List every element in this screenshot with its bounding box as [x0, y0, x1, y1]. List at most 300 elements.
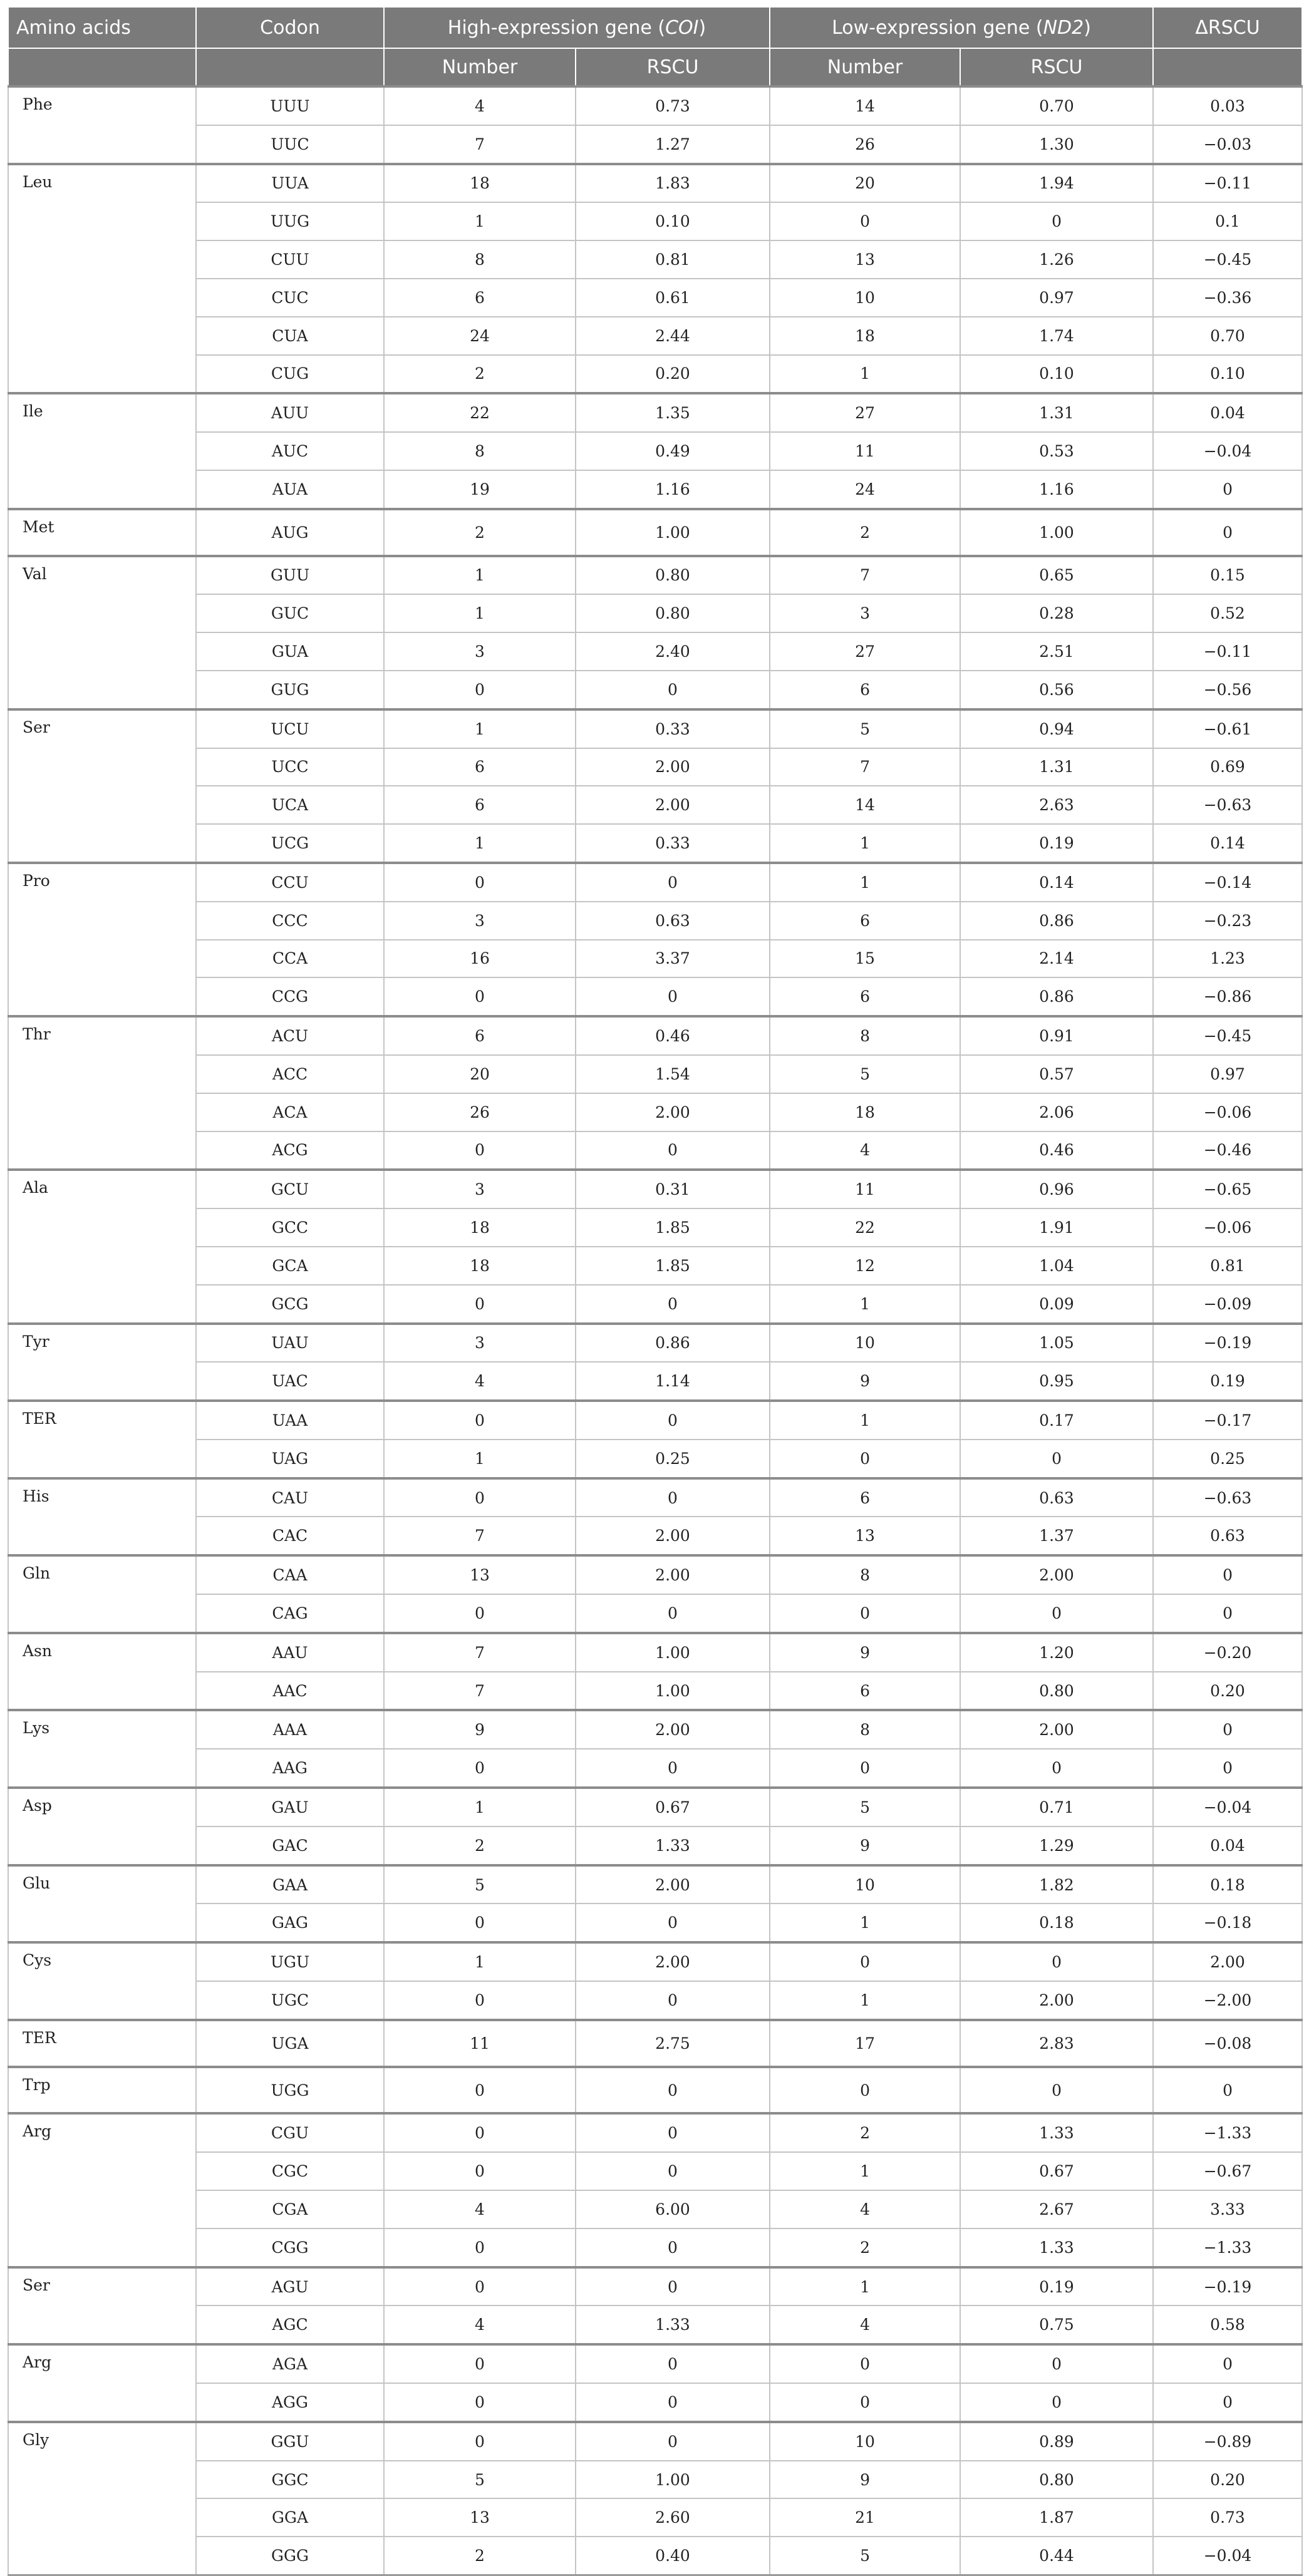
- codon-cell: CGA: [196, 2190, 384, 2228]
- subheader-low-number: Number: [770, 48, 960, 86]
- high-rscu-cell: 0.81: [576, 240, 770, 279]
- high-number-cell: 7: [384, 1517, 576, 1555]
- delta-rscu-cell: 1.23: [1153, 940, 1302, 978]
- high-rscu-cell: 0.80: [576, 556, 770, 595]
- low-rscu-cell: 2.51: [960, 632, 1153, 671]
- high-number-cell: 3: [384, 632, 576, 671]
- header-high-expression: High-expression gene (COI): [384, 7, 770, 48]
- low-rscu-cell: 0.70: [960, 86, 1153, 125]
- high-rscu-cell: 0.49: [576, 432, 770, 470]
- table-row: [8, 1517, 1302, 1555]
- high-number-cell: 20: [384, 1055, 576, 1093]
- high-rscu-cell: 2.44: [576, 317, 770, 355]
- low-rscu-cell: 0.86: [960, 902, 1153, 940]
- high-rscu-cell: 0.33: [576, 709, 770, 748]
- delta-rscu-cell: −0.06: [1153, 1208, 1302, 1247]
- low-rscu-cell: 0.09: [960, 1285, 1153, 1324]
- delta-rscu-cell: −0.19: [1153, 1324, 1302, 1363]
- low-rscu-cell: 1.30: [960, 125, 1153, 164]
- codon-cell: UGC: [196, 1981, 384, 2020]
- low-number-cell: 1: [770, 2152, 960, 2190]
- codon-cell: ACA: [196, 1093, 384, 1131]
- delta-rscu-cell: −0.36: [1153, 279, 1302, 317]
- header-amino-acids: Amino acids: [8, 7, 196, 48]
- table-row: [8, 1131, 1302, 1170]
- codon-cell: GGU: [196, 2422, 384, 2461]
- amino-acid-cell: Ala: [8, 1170, 196, 1323]
- high-number-cell: 24: [384, 317, 576, 355]
- low-rscu-cell: 0.89: [960, 2422, 1153, 2461]
- table-row: [8, 1594, 1302, 1633]
- high-rscu-cell: 0: [576, 671, 770, 709]
- low-rscu-cell: 2.00: [960, 1555, 1153, 1594]
- low-number-cell: 1: [770, 863, 960, 902]
- low-rscu-cell: 2.00: [960, 1981, 1153, 2020]
- delta-rscu-cell: −0.65: [1153, 1170, 1302, 1208]
- codon-cell: GAG: [196, 1904, 384, 1942]
- low-rscu-cell: 1.20: [960, 1633, 1153, 1672]
- low-number-cell: 8: [770, 1016, 960, 1055]
- high-rscu-cell: 1.35: [576, 393, 770, 432]
- low-rscu-cell: 1.31: [960, 748, 1153, 786]
- codon-cell: GCU: [196, 1170, 384, 1208]
- table-header: [8, 7, 1302, 86]
- codon-cell: CCU: [196, 863, 384, 902]
- codon-cell: GGG: [196, 2537, 384, 2575]
- low-rscu-cell: 0: [960, 1440, 1153, 1478]
- high-number-cell: 0: [384, 1401, 576, 1440]
- high-rscu-cell: 0: [576, 1594, 770, 1633]
- table-row: [8, 509, 1302, 556]
- low-rscu-cell: 0.10: [960, 355, 1153, 394]
- codon-cell: AGU: [196, 2267, 384, 2306]
- table-row: [8, 786, 1302, 824]
- low-number-cell: 15: [770, 940, 960, 978]
- high-rscu-cell: 0: [576, 1904, 770, 1942]
- high-rscu-cell: 1.16: [576, 470, 770, 509]
- table-row: [8, 594, 1302, 632]
- low-rscu-cell: 0: [960, 2383, 1153, 2422]
- high-number-cell: 1: [384, 1440, 576, 1478]
- low-number-cell: 2: [770, 509, 960, 556]
- high-rscu-cell: 1.83: [576, 164, 770, 203]
- delta-rscu-cell: 0.97: [1153, 1055, 1302, 1093]
- delta-rscu-cell: −0.67: [1153, 2152, 1302, 2190]
- high-rscu-cell: 2.60: [576, 2498, 770, 2537]
- delta-rscu-cell: 0.52: [1153, 594, 1302, 632]
- header-codon: Codon: [196, 7, 384, 48]
- low-number-cell: 9: [770, 1362, 960, 1401]
- low-number-cell: 5: [770, 709, 960, 748]
- codon-cell: CAU: [196, 1478, 384, 1517]
- low-number-cell: 0: [770, 1440, 960, 1478]
- table-row: [8, 2306, 1302, 2344]
- high-rscu-cell: 0.80: [576, 594, 770, 632]
- amino-acid-cell: Met: [8, 509, 196, 556]
- delta-rscu-cell: 0.1: [1153, 202, 1302, 240]
- high-rscu-cell: 2.00: [576, 1942, 770, 1981]
- header-delta-rscu: ΔRSCU: [1153, 7, 1302, 48]
- low-rscu-cell: 0.80: [960, 1672, 1153, 1711]
- codon-cell: ACU: [196, 1016, 384, 1055]
- low-number-cell: 11: [770, 1170, 960, 1208]
- codon-cell: AGC: [196, 2306, 384, 2344]
- high-rscu-cell: 6.00: [576, 2190, 770, 2228]
- delta-rscu-cell: −0.56: [1153, 671, 1302, 709]
- table-row: [8, 2537, 1302, 2575]
- high-rscu-cell: 0: [576, 1981, 770, 2020]
- high-rscu-cell: 1.00: [576, 2461, 770, 2499]
- delta-rscu-cell: −0.06: [1153, 1093, 1302, 1131]
- delta-rscu-cell: 0.63: [1153, 1517, 1302, 1555]
- low-number-cell: 10: [770, 279, 960, 317]
- low-number-cell: 26: [770, 125, 960, 164]
- high-number-cell: 1: [384, 709, 576, 748]
- low-rscu-cell: 1.87: [960, 2498, 1153, 2537]
- low-rscu-cell: 2.83: [960, 2020, 1153, 2067]
- low-number-cell: 5: [770, 1788, 960, 1826]
- table-row: [8, 393, 1302, 432]
- low-rscu-cell: 0.14: [960, 863, 1153, 902]
- high-number-cell: 2: [384, 509, 576, 556]
- high-number-cell: 0: [384, 1131, 576, 1170]
- high-rscu-cell: 0.67: [576, 1788, 770, 1826]
- table-row: [8, 2383, 1302, 2422]
- low-rscu-cell: 0: [960, 1749, 1153, 1788]
- high-rscu-cell: 0: [576, 2067, 770, 2114]
- amino-acid-cell: TER: [8, 1401, 196, 1478]
- low-number-cell: 4: [770, 2306, 960, 2344]
- high-number-cell: 0: [384, 2344, 576, 2383]
- codon-cell: CCA: [196, 940, 384, 978]
- low-rscu-cell: 0.44: [960, 2537, 1153, 2575]
- codon-cell: GUG: [196, 671, 384, 709]
- delta-rscu-cell: −0.11: [1153, 164, 1302, 203]
- low-rscu-cell: 0.67: [960, 2152, 1153, 2190]
- low-number-cell: 10: [770, 1865, 960, 1904]
- low-number-cell: 3: [770, 594, 960, 632]
- high-rscu-cell: 1.00: [576, 1633, 770, 1672]
- low-rscu-cell: 1.33: [960, 2113, 1153, 2152]
- low-rscu-cell: 0.75: [960, 2306, 1153, 2344]
- table-row: [8, 1942, 1302, 1981]
- low-rscu-cell: 0.71: [960, 1788, 1153, 1826]
- amino-acid-cell: Arg: [8, 2344, 196, 2422]
- delta-rscu-cell: −0.04: [1153, 2537, 1302, 2575]
- table-row: [8, 279, 1302, 317]
- high-number-cell: 5: [384, 1865, 576, 1904]
- high-rscu-cell: 2.00: [576, 1865, 770, 1904]
- amino-acid-cell: Thr: [8, 1016, 196, 1170]
- low-rscu-cell: 1.05: [960, 1324, 1153, 1363]
- high-rscu-cell: 0: [576, 2152, 770, 2190]
- high-number-cell: 0: [384, 2267, 576, 2306]
- high-number-cell: 19: [384, 470, 576, 509]
- table-row: [8, 2190, 1302, 2228]
- high-number-cell: 3: [384, 1324, 576, 1363]
- delta-rscu-cell: −0.20: [1153, 1633, 1302, 1672]
- delta-rscu-cell: 0.73: [1153, 2498, 1302, 2537]
- low-rscu-cell: 0.18: [960, 1904, 1153, 1942]
- low-number-cell: 8: [770, 1555, 960, 1594]
- subheader-blank: [196, 48, 384, 86]
- delta-rscu-cell: 0.25: [1153, 1440, 1302, 1478]
- amino-acid-cell: Pro: [8, 863, 196, 1016]
- low-number-cell: 12: [770, 1247, 960, 1285]
- table-row: [8, 1478, 1302, 1517]
- high-number-cell: 7: [384, 125, 576, 164]
- delta-rscu-cell: 0.70: [1153, 317, 1302, 355]
- codon-cell: UCG: [196, 824, 384, 863]
- subheader-blank: [1153, 48, 1302, 86]
- low-number-cell: 6: [770, 1478, 960, 1517]
- low-gene-name: ND2: [1043, 16, 1084, 39]
- amino-acid-cell: Gln: [8, 1555, 196, 1633]
- amino-acid-cell: Asp: [8, 1788, 196, 1865]
- high-number-cell: 6: [384, 279, 576, 317]
- high-number-cell: 26: [384, 1093, 576, 1131]
- table-row: [8, 2113, 1302, 2152]
- codon-cell: UUU: [196, 86, 384, 125]
- delta-rscu-cell: 0.20: [1153, 1672, 1302, 1711]
- low-number-cell: 1: [770, 1401, 960, 1440]
- table-row: [8, 1055, 1302, 1093]
- high-number-cell: 0: [384, 2113, 576, 2152]
- low-number-cell: 17: [770, 2020, 960, 2067]
- high-number-cell: 6: [384, 1016, 576, 1055]
- codon-cell: GGA: [196, 2498, 384, 2537]
- high-number-cell: 2: [384, 1826, 576, 1865]
- low-rscu-cell: 0.97: [960, 279, 1153, 317]
- amino-acid-cell: TER: [8, 2020, 196, 2067]
- low-number-cell: 13: [770, 240, 960, 279]
- delta-rscu-cell: 0: [1153, 1749, 1302, 1788]
- delta-rscu-cell: −1.33: [1153, 2228, 1302, 2267]
- high-rscu-cell: 1.85: [576, 1208, 770, 1247]
- codon-cell: AGA: [196, 2344, 384, 2383]
- codon-cell: AAA: [196, 1710, 384, 1749]
- low-number-cell: 6: [770, 1672, 960, 1711]
- high-rscu-cell: 1.27: [576, 125, 770, 164]
- low-number-cell: 4: [770, 1131, 960, 1170]
- delta-rscu-cell: −0.18: [1153, 1904, 1302, 1942]
- high-number-cell: 3: [384, 902, 576, 940]
- low-number-cell: 0: [770, 2383, 960, 2422]
- high-rscu-cell: 0.61: [576, 279, 770, 317]
- low-rscu-cell: 1.37: [960, 1517, 1153, 1555]
- codon-cell: CAA: [196, 1555, 384, 1594]
- low-number-cell: 2: [770, 2228, 960, 2267]
- delta-rscu-cell: −0.61: [1153, 709, 1302, 748]
- codon-cell: UAA: [196, 1401, 384, 1440]
- delta-rscu-cell: 0: [1153, 470, 1302, 509]
- codon-cell: GCC: [196, 1208, 384, 1247]
- table-row: [8, 1247, 1302, 1285]
- high-number-cell: 13: [384, 1555, 576, 1594]
- codon-cell: GUC: [196, 594, 384, 632]
- amino-acid-cell: Asn: [8, 1633, 196, 1711]
- table-row: [8, 202, 1302, 240]
- low-rscu-cell: 2.14: [960, 940, 1153, 978]
- codon-cell: CCC: [196, 902, 384, 940]
- high-rscu-cell: 2.00: [576, 786, 770, 824]
- table-row: [8, 1362, 1302, 1401]
- delta-rscu-cell: −0.45: [1153, 1016, 1302, 1055]
- low-number-cell: 24: [770, 470, 960, 509]
- low-rscu-cell: 0.56: [960, 671, 1153, 709]
- high-number-cell: 0: [384, 1478, 576, 1517]
- high-number-cell: 1: [384, 1788, 576, 1826]
- amino-acid-cell: Ile: [8, 393, 196, 508]
- table-row: [8, 355, 1302, 394]
- codon-cell: GAA: [196, 1865, 384, 1904]
- high-rscu-cell: 0.10: [576, 202, 770, 240]
- codon-cell: GCG: [196, 1285, 384, 1324]
- low-rscu-cell: 1.33: [960, 2228, 1153, 2267]
- codon-cell: UGG: [196, 2067, 384, 2114]
- high-rscu-cell: 1.54: [576, 1055, 770, 1093]
- high-number-cell: 8: [384, 240, 576, 279]
- table-row: [8, 1633, 1302, 1672]
- delta-rscu-cell: −0.03: [1153, 125, 1302, 164]
- table-row: [8, 1208, 1302, 1247]
- codon-cell: CUG: [196, 355, 384, 394]
- high-number-cell: 5: [384, 2461, 576, 2499]
- low-number-cell: 6: [770, 902, 960, 940]
- codon-cell: AAC: [196, 1672, 384, 1711]
- codon-cell: AAU: [196, 1633, 384, 1672]
- table-row: [8, 2067, 1302, 2114]
- high-rscu-cell: 2.00: [576, 1555, 770, 1594]
- table-row: [8, 1093, 1302, 1131]
- high-number-cell: 0: [384, 1904, 576, 1942]
- low-rscu-cell: 1.94: [960, 164, 1153, 203]
- delta-rscu-cell: −0.19: [1153, 2267, 1302, 2306]
- delta-rscu-cell: 0.69: [1153, 748, 1302, 786]
- table-row: [8, 1285, 1302, 1324]
- high-number-cell: 11: [384, 2020, 576, 2067]
- low-rscu-cell: 1.91: [960, 1208, 1153, 1247]
- amino-acid-cell: Arg: [8, 2113, 196, 2267]
- table-row: [8, 1324, 1302, 1363]
- delta-rscu-cell: 0.58: [1153, 2306, 1302, 2344]
- delta-rscu-cell: −0.11: [1153, 632, 1302, 671]
- low-rscu-cell: 1.29: [960, 1826, 1153, 1865]
- table-row: [8, 1749, 1302, 1788]
- high-rscu-cell: 1.33: [576, 2306, 770, 2344]
- high-number-cell: 8: [384, 432, 576, 470]
- high-rscu-cell: 0.20: [576, 355, 770, 394]
- low-number-cell: 0: [770, 1942, 960, 1981]
- delta-rscu-cell: −0.46: [1153, 1131, 1302, 1170]
- low-number-cell: 1: [770, 1981, 960, 2020]
- codon-usage-table: [8, 6, 1303, 2576]
- high-rscu-cell: 0: [576, 1401, 770, 1440]
- high-rscu-cell: 0: [576, 863, 770, 902]
- high-number-cell: 13: [384, 2498, 576, 2537]
- table-row: [8, 2267, 1302, 2306]
- low-number-cell: 6: [770, 671, 960, 709]
- high-number-cell: 6: [384, 786, 576, 824]
- high-number-cell: 0: [384, 2152, 576, 2190]
- low-number-cell: 5: [770, 1055, 960, 1093]
- codon-cell: CUU: [196, 240, 384, 279]
- table-row: [8, 1440, 1302, 1478]
- high-rscu-cell: 0.25: [576, 1440, 770, 1478]
- table-row: [8, 432, 1302, 470]
- delta-rscu-cell: 0.81: [1153, 1247, 1302, 1285]
- high-number-cell: 7: [384, 1672, 576, 1711]
- delta-rscu-cell: 0: [1153, 509, 1302, 556]
- low-number-cell: 9: [770, 2461, 960, 2499]
- low-number-cell: 0: [770, 2344, 960, 2383]
- low-rscu-cell: 0.95: [960, 1362, 1153, 1401]
- high-number-cell: 0: [384, 863, 576, 902]
- low-rscu-cell: 2.67: [960, 2190, 1153, 2228]
- high-number-cell: 1: [384, 202, 576, 240]
- low-number-cell: 7: [770, 748, 960, 786]
- table-row: [8, 940, 1302, 978]
- table-row: [8, 632, 1302, 671]
- high-rscu-cell: 1.14: [576, 1362, 770, 1401]
- low-rscu-cell: 1.82: [960, 1865, 1153, 1904]
- delta-rscu-cell: −0.04: [1153, 432, 1302, 470]
- amino-acid-cell: Cys: [8, 1942, 196, 2020]
- amino-acid-cell: Trp: [8, 2067, 196, 2114]
- high-rscu-cell: 0: [576, 2113, 770, 2152]
- table-row: [8, 125, 1302, 164]
- amino-acid-cell: Leu: [8, 164, 196, 394]
- low-number-cell: 18: [770, 1093, 960, 1131]
- delta-rscu-cell: 3.33: [1153, 2190, 1302, 2228]
- high-rscu-cell: 2.00: [576, 748, 770, 786]
- high-number-cell: 9: [384, 1710, 576, 1749]
- codon-cell: UGA: [196, 2020, 384, 2067]
- high-number-cell: 0: [384, 1749, 576, 1788]
- low-rscu-cell: 0.53: [960, 432, 1153, 470]
- low-number-cell: 11: [770, 432, 960, 470]
- low-rscu-cell: 2.63: [960, 786, 1153, 824]
- codon-cell: UAG: [196, 1440, 384, 1478]
- low-rscu-cell: 1.26: [960, 240, 1153, 279]
- low-number-cell: 0: [770, 1749, 960, 1788]
- codon-cell: CGC: [196, 2152, 384, 2190]
- high-number-cell: 2: [384, 2537, 576, 2575]
- low-number-cell: 20: [770, 164, 960, 203]
- low-number-cell: 9: [770, 1633, 960, 1672]
- codon-cell: CUC: [196, 279, 384, 317]
- high-number-cell: 1: [384, 1942, 576, 1981]
- table-row: [8, 1865, 1302, 1904]
- low-rscu-cell: 0.46: [960, 1131, 1153, 1170]
- codon-cell: GCA: [196, 1247, 384, 1285]
- delta-rscu-cell: −0.17: [1153, 1401, 1302, 1440]
- high-rscu-cell: 0: [576, 1749, 770, 1788]
- low-number-cell: 13: [770, 1517, 960, 1555]
- codon-cell: UAU: [196, 1324, 384, 1363]
- delta-rscu-cell: 0.10: [1153, 355, 1302, 394]
- high-number-cell: 22: [384, 393, 576, 432]
- delta-rscu-cell: −0.08: [1153, 2020, 1302, 2067]
- low-number-cell: 22: [770, 1208, 960, 1247]
- low-rscu-cell: 0.94: [960, 709, 1153, 748]
- low-number-cell: 8: [770, 1710, 960, 1749]
- high-number-cell: 4: [384, 1362, 576, 1401]
- delta-rscu-cell: −0.09: [1153, 1285, 1302, 1324]
- high-number-cell: 18: [384, 1247, 576, 1285]
- high-rscu-cell: 0.73: [576, 86, 770, 125]
- low-number-cell: 0: [770, 1594, 960, 1633]
